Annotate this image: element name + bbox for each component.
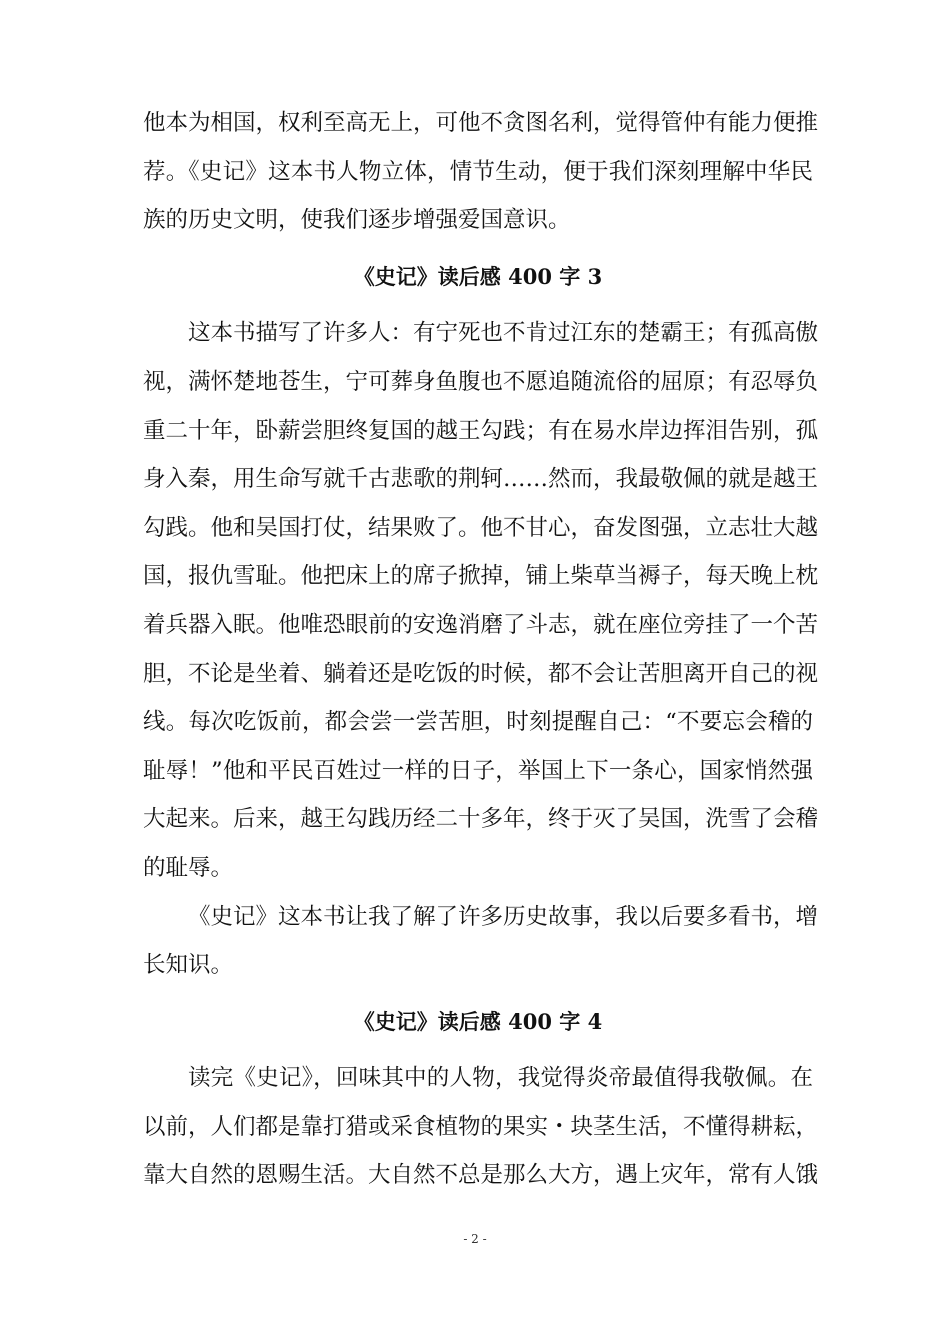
text-line: 以前，人们都是靠打猎或采食植物的果实・块茎生活，不懂得耕耘，	[143, 1113, 819, 1140]
text-line: 着兵器入眠。他唯恐眼前的安逸消磨了斗志，就在座位旁挂了一个苦	[143, 611, 819, 638]
text-line: 他本为相国，权利至高无上，可他不贪图名利，觉得管仲有能力便推	[143, 110, 819, 136]
section-heading: 《史记》读后感 400 字 3	[353, 263, 603, 289]
text-line: 长知识。	[143, 952, 234, 979]
text-line: 读完《史记》，回味其中的人物，我觉得炎帝最值得我敬佩。在	[188, 1065, 813, 1092]
text-line: 线。每次吃饭前，都会尝一尝苦胆，时刻提醒自己：“不要忘会稽的	[143, 709, 813, 736]
text-line: 荐。《史记》这本书人物立体，情节生动，便于我们深刻理解中华民	[143, 158, 813, 185]
text-line: 重二十年，卧薪尝胆终复国的越王勾践；有在易水岸边挥泪告别，孤	[143, 417, 819, 444]
page-number: - 2 -	[463, 1232, 487, 1246]
text-line: 族的历史文明，使我们逐步增强爱国意识。	[143, 207, 571, 234]
text-line: 的耻辱。	[143, 854, 234, 881]
paragraph	[143, 309, 819, 892]
text-line: 耻辱！”他和平民百姓过一样的日子，举国上下一条心，国家悄然强	[143, 757, 813, 784]
text-line: 视，满怀楚地苍生，宁可葬身鱼腹也不愿追随流俗的屈原；有忍辱负	[143, 368, 819, 395]
paragraph	[143, 893, 819, 990]
text-line: 这本书描写了许多人：有宁死也不肯过江东的楚霸王；有孤高傲	[188, 320, 819, 347]
paragraph	[143, 99, 819, 245]
paragraph	[143, 1054, 819, 1200]
section-heading: 《史记》读后感 400 字 4	[353, 1008, 603, 1034]
text-line: 胆，不论是坐着、躺着还是吃饭的时候，都不会让苦胆离开自己的视	[143, 660, 819, 687]
text-line: 国，报仇雪耻。他把床上的席子掀掉，铺上柴草当褥子，每天晚上枕	[143, 563, 819, 590]
text-line: 大起来。后来，越王勾践历经二十多年，终于灭了吴国，洗雪了会稽	[143, 806, 819, 833]
document-body	[143, 99, 819, 1200]
text-line: 勾践。他和吴国打仗，结果败了。他不甘心，奋发图强，立志壮大越	[143, 514, 819, 541]
text-line: 身入秦，用生命写就千古悲歌的荆轲……然而，我最敬佩的就是越王	[143, 466, 819, 493]
text-line: 《史记》这本书让我了解了许多历史故事，我以后要多看书，增	[188, 903, 819, 930]
text-line: 靠大自然的恩赐生活。大自然不总是那么大方，遇上灾年，常有人饿	[143, 1162, 819, 1189]
